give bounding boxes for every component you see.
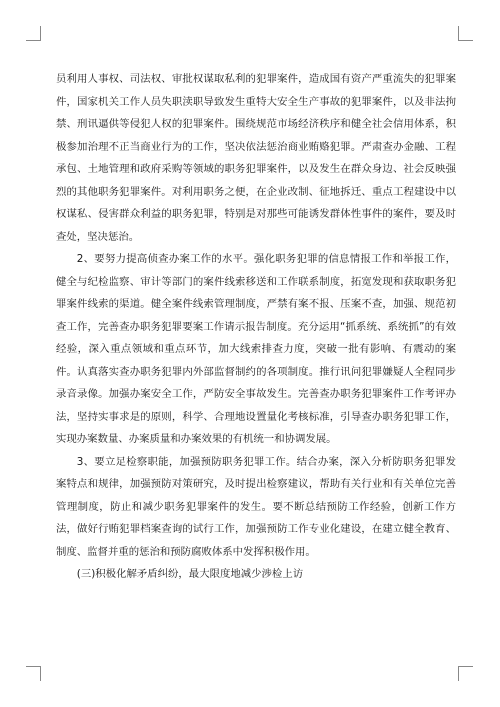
crop-mark-bottom-right [458,666,473,681]
crop-mark-bottom-left [26,666,41,681]
crop-mark-top-left [26,26,41,41]
document-body [56,68,456,586]
section-heading: (三)积极化解矛盾纠纷，最大限度地减少涉检上访 [76,568,304,580]
paragraph-continuation: 员利用人事权、司法权、审批权谋取私利的犯罪案件，造成国有资产严重流失的犯罪案件，国家机关工作人员失职渎职导致发生重特大安全生产事故的犯罪案件，以及非法拘禁、刑讯逼供等侵犯人权的犯罪案件。围绕规范市场经济秩序和健全社会信用体系，积极参加治理不正当商业行为的工作，坚决依法惩治商业贿赂犯罪。严肃查办金融、工程承包、土地管理和政府采购等领域的职务犯罪案件，以及发生在群众身边、社会反映强烈的其他职务犯罪案件。对利用职务之便，在企业改制、征地拆迁、重点工程建设中以权谋私、侵害群众利益的职务犯罪，特别是对那些可能诱发群体性事件的案件，要及时查处，坚决惩治。 [56,73,456,243]
paragraph-investigation-quality: 2、要努力提高侦查办案工作的水平。强化职务犯罪的信息情报工作和举报工作，健全与纪检监察、审计等部门的案件线索移送和工作联系制度，拓宽发现和获取职务犯罪案件线索的渠道。健全案件线索管理制度，严禁有案不报、压案不查，加强、规范初查工作，完善查办职务犯罪要案工作请示报告制度。充分运用“抓系统、系统抓”的有效经验，深入重点领域和重点环节，加大线索排查力度，突破一批有影响、有震动的案件。认真落实查办职务犯罪内外部监督制约的各项制度。推行讯问犯罪嫌疑人全程同步录音录像。加强办案安全工作，严防安全事故发生。完善查办职务犯罪案件工作考评办法，坚持实事求是的原则，科学、合理地设置量化考核标准，引导查办职务犯罪工作，实现办案数量、办案质量和办案效果的有机统一和协调发展。 [56,253,456,445]
crop-mark-top-right [458,26,473,41]
paragraph-crime-prevention: 3、要立足检察职能，加强预防职务犯罪工作。结合办案，深入分析防职务犯罪发案特点和规律，加强预防对策研究，及时提出检察建议，帮助有关行业和有关单位完善管理制度，防止和减少职务犯罪案件的发生。要不断总结预防工作经验，创新工作方法，做好行贿犯罪档案查询的试行工作，加强预防工作专业化建设，在建立健全教育、制度、监督并重的惩治和预防腐败体系中发挥积极作用。 [56,455,456,558]
